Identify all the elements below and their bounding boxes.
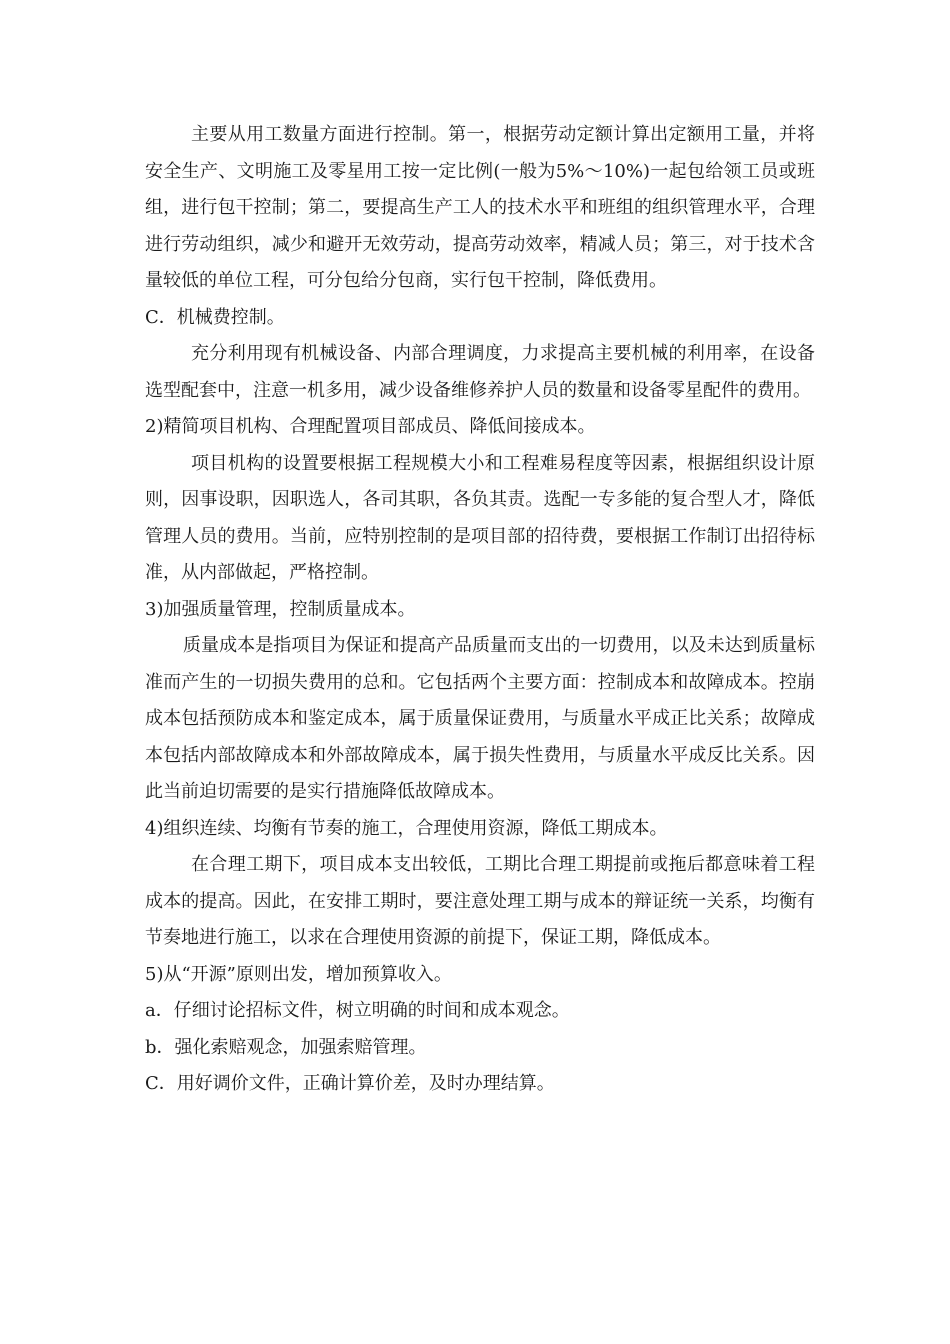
- paragraph-quality-cost: 质量成本是指项目为保证和提高产品质量而支出的一切费用，以及未达到质量标准而产生的一切损失费用的总和。它包括两个主要方面：控制成本和故障成本。控崩成本包括预防成本和鉴定成本，属于质量保证费用，与质量水平成正比关系；故障成本包括内部故障成本和外部故障成本，属于损失性费用，与质量水平成反比关系。因此当前迫切需要的是实行措施降低故障成本。: [145, 635, 815, 802]
- document-body: [145, 117, 815, 1103]
- heading-streamline-organization: 2)精简项目机构、合理配置项目部成员、降低间接成本。: [145, 416, 596, 437]
- heading-machinery-cost: C．机械费控制。: [145, 306, 285, 328]
- heading-balanced-construction: 4)组织连续、均衡有节奏的施工，合理使用资源，降低工期成本。: [145, 817, 668, 839]
- paragraph-machinery-control: 充分利用现有机械设备、内部合理调度，力求提高主要机械的利用率，在设备选型配套中，注意一机多用，减少设备维修养护人员的数量和设备零星配件的费用。: [145, 343, 815, 401]
- heading-quality-management: 3)加强质量管理，控制质量成本。: [145, 598, 416, 620]
- list-item-b: b．强化索赔观念，加强索赔管理。: [145, 1036, 427, 1058]
- list-item-a: a．仔细讨论招标文件，树立明确的时间和成本观念。: [145, 1000, 570, 1021]
- list-item-c: C．用好调价文件，正确计算价差，及时办理结算。: [145, 1073, 555, 1094]
- paragraph-organization-setup: 项目机构的设置要根据工程规模大小和工程难易程度等因素，根据组织设计原则，因事设职，因职选人，各司其职，各负其责。选配一专多能的复合型人才，降低管理人员的费用。当前，应特别控制的是项目部的招待费，要根据工作制订出招待标准，从内部做起，严格控制。: [145, 452, 815, 583]
- heading-increase-revenue: 5)从“开源”原则出发，增加预算收入。: [145, 963, 452, 985]
- paragraph-labor-control: 主要从用工数量方面进行控制。第一，根据劳动定额计算出定额用工量，并将安全生产、文明施工及零星用工按一定比例(一般为5%～10%)一起包给领工员或班组，进行包干控制；第二，要提高生产工人的技术水平和班组的组织管理水平，合理进行劳动组织，减少和避开无效劳动，提高劳动效率，精减人员；第三，对于技术含量较低的单位工程，可分包给分包商，实行包干控制，降低费用。: [145, 124, 815, 291]
- paragraph-schedule-cost: 在合理工期下，项目成本支出较低，工期比合理工期提前或拖后都意味着工程成本的提高。因此，在安排工期时，要注意处理工期与成本的辩证统一关系，均衡有节奏地进行施工，以求在合理使用资源的前提下，保证工期，降低成本。: [145, 854, 815, 948]
